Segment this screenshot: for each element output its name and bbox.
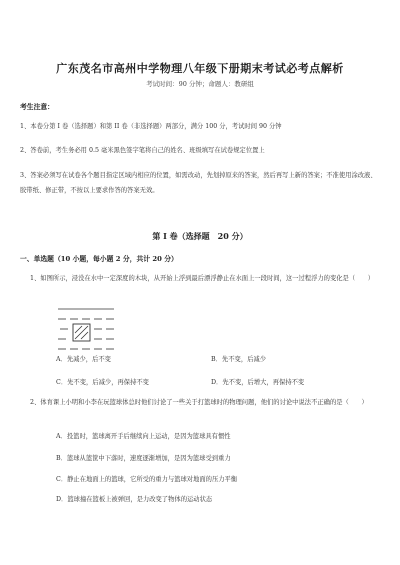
question-2-option-b[interactable]: B．篮球从篮筐中下落时，速度逐渐增加，是因为篮球受到重力 — [56, 455, 231, 462]
exam-meta: 考试时间：90 分钟；命题人：教研组 — [146, 80, 254, 88]
wood-block-in-water-diagram — [56, 305, 120, 355]
question-1-stem: 1、如图所示，浸没在水中一定深度的木块，从开始上浮到最后漂浮静止在水面上一段时间，这一过程浮力的变化是（ ） — [30, 275, 375, 282]
question-1-option-d[interactable]: D．先不变，后增大，再保持不变 — [211, 379, 305, 386]
question-2-option-d[interactable]: D．篮球撞在篮板上被弹回，是力改变了物体的运动状态 — [56, 496, 213, 503]
part-heading: 一、单选题（10 小题，每小题 2 分，共计 20 分） — [20, 255, 178, 263]
notice-heading: 考生注意： — [20, 103, 54, 111]
question-2-option-c[interactable]: C．静止在地面上的篮球，它所受的重力与篮球对地面的压力平衡 — [56, 476, 238, 483]
page-title: 广东茂名市高州中学物理八年级下册期末考试必考点解析 — [56, 62, 344, 75]
question-2-option-a[interactable]: A．投篮时，篮球离开手后继续向上运动，是因为篮球具有惯性 — [56, 433, 231, 440]
question-2-stem: 2、体育课上小明和小李在玩篮球体总时他们讨论了一些关于打篮球时的物理问题，他们的讨论中说法不正确的是（ ） — [30, 399, 368, 406]
notice-item-1: 1、本卷分第 I 卷（选择题）和第 II 卷（非选择题）两部分，满分 100 分，考试时间 90 分钟 — [20, 123, 282, 130]
question-1-option-b[interactable]: B．先不变，后减少 — [211, 356, 267, 363]
question-1-option-a[interactable]: A．先减少，后不变 — [56, 356, 111, 363]
question-1-option-c[interactable]: C．先不变，后减少，再保持不变 — [56, 379, 149, 386]
notice-item-3: 3、答案必须写在试卷各个题目指定区域内相应的位置，如需改动，先划掉原来的答案，然后再写上新的答案；不准使用涂改液、胶带纸、修正带，不按以上要求作答的答案无效。 — [20, 172, 377, 194]
notice-item-2: 2、答卷前，考生务必用 0.5 毫米黑色签字笔将自己的姓名、班级填写在试卷规定位置上 — [20, 147, 265, 154]
section-title: 第 I 卷（选择题 20 分） — [152, 231, 248, 241]
